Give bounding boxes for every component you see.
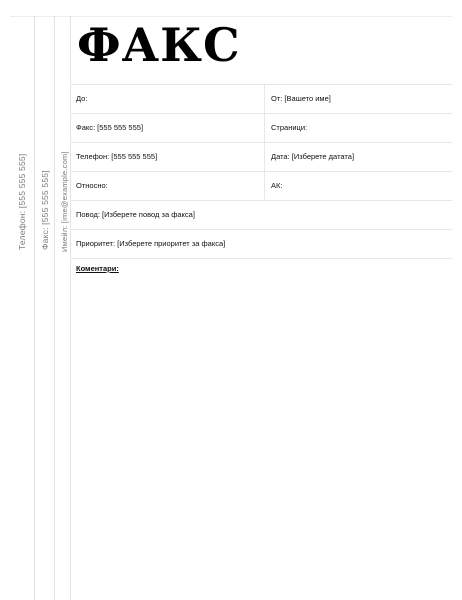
form-row — [70, 113, 452, 142]
sidebar-email: Имейл: [ime@example.com] — [60, 151, 69, 252]
cc-field[interactable]: АК: — [271, 181, 283, 190]
to-field[interactable]: До: — [70, 85, 265, 113]
subject-field[interactable]: Относно: — [70, 172, 265, 200]
fax-form — [70, 84, 452, 259]
form-row — [70, 200, 452, 229]
from-field[interactable]: От: [Вашето име] — [271, 94, 331, 103]
comments-label: Коментари: — [76, 264, 119, 273]
reason-field[interactable]: Повод: [Изберете повод за факса] — [76, 210, 195, 219]
date-field[interactable]: Дата: [Изберете датата] — [271, 152, 355, 161]
sidebar-fax: Факс: [555 555 555] — [40, 170, 50, 250]
sidebar-rule-2 — [54, 16, 55, 600]
page-top-rule — [10, 16, 452, 17]
sidebar-rule-1 — [34, 16, 35, 600]
form-row — [70, 84, 452, 113]
pages-field[interactable]: Страници: — [271, 123, 308, 132]
sidebar-phone: Телефон: [555 555 555] — [17, 153, 27, 250]
page-title: ФАКС — [77, 18, 241, 72]
priority-field[interactable]: Приоритет: [Изберете приоритет за факса] — [76, 239, 226, 248]
fax-field[interactable]: Факс: [555 555 555] — [70, 114, 265, 142]
form-row — [70, 229, 452, 259]
form-row — [70, 171, 452, 200]
form-row — [70, 142, 452, 171]
phone-field[interactable]: Телефон: [555 555 555] — [70, 143, 265, 171]
